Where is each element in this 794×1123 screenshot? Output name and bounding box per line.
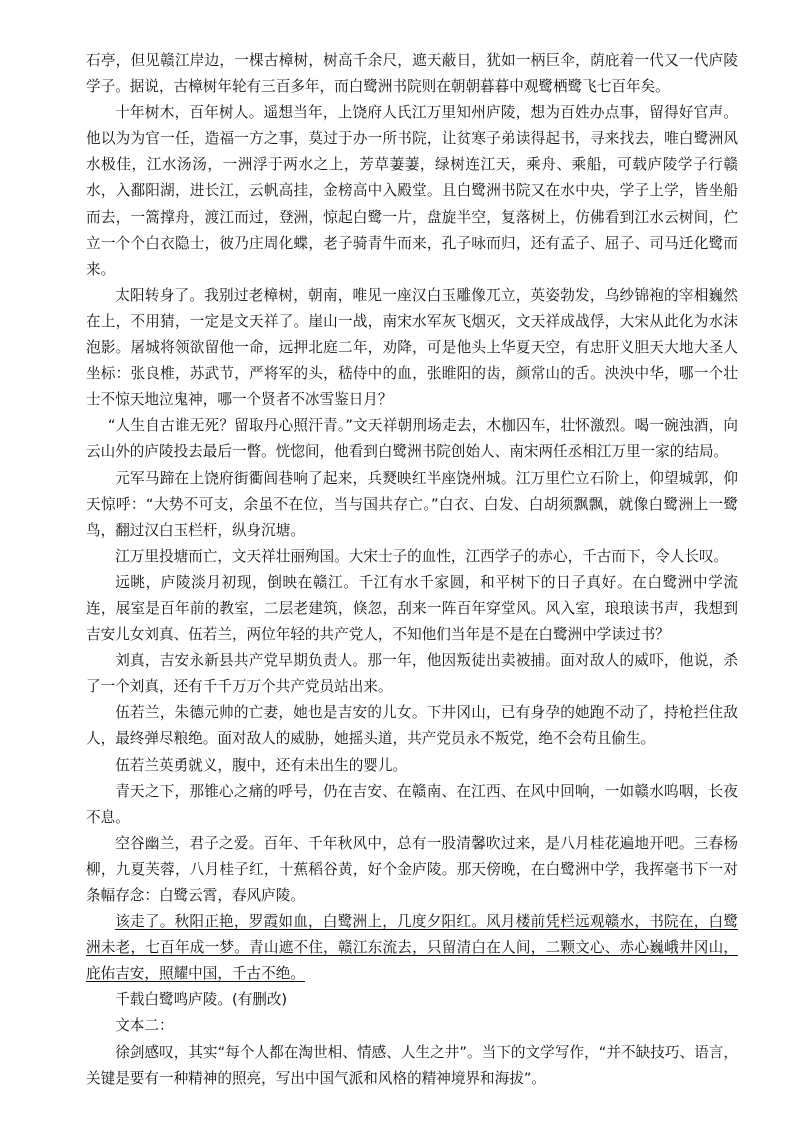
paragraph-3: 太阳转身了。我别过老樟树，朝南，唯见一座汉白玉雕像兀立，英姿勃发，乌纱锦袍的宰相巍然在上，不用猜，一定是文天祥了。崖山一战，南宋水军灰飞烟灭，文天祥成战俘，大宋从此化为水沫泡影。屠城将领欲留他一命，远押北庭二年，劝降，可是他头上华夏天空，有忠肝义胆天大地大圣人坐标：张良椎，苏武节，严将军的头，嵇侍中的血，张睢阳的齿，颜常山的舌。泱泱中华，哪一个壮士不惊天地泣鬼神，哪一个贤者不冰雪鉴日月？ — [86, 286, 738, 409]
paragraph-7: 远眺，庐陵淡月初现，倒映在赣江。千江有水千家圆，和平树下的日子真好。在白鹭洲中学流连，展室是百年前的教室，二层老建筑，倏忽，刮来一阵百年穿堂风。风入室，琅琅读书声，我想到吉安儿女刘真、伍若兰，两位年轻的共产党人，不知他们当年是不是在白鹭洲中学读过书？ — [86, 573, 738, 644]
paragraph-11: 青天之下，那锥心之痛的呼号，仍在吉安、在赣南、在江西、在风中回响，一如赣水呜咽，长夜不息。 — [86, 782, 738, 826]
paragraph-10: 伍若兰英勇就义，腹中，还有未出生的婴儿。 — [115, 756, 408, 774]
document-page — [86, 48, 738, 1092]
paragraph-8: 刘真，吉安永新县共产党早期负责人。那一年，他因叛徒出卖被捕。面对敌人的威吓，他说，杀了一个刘真，还有千千万万个共产党员站出来。 — [86, 652, 738, 696]
paragraph-9: 伍若兰，朱德元帅的亡妻，她也是吉安的儿女。下井冈山，已有身孕的她跑不动了，持枪拦住敌人，最终弹尽粮绝。面对敌人的威胁，她摇头道，共产党员永不叛党，绝不会苟且偷生。 — [86, 704, 738, 748]
paragraph-6: 江万里投塘而亡，文天祥壮丽殉国。大宋士子的血性，江西学子的赤心，千古而下，令人长叹。 — [115, 547, 729, 565]
underlined-passage: 该走了。秋阳正艳，罗霞如血，白鹭洲上，几度夕阳红。风月楼前凭栏远观赣水，书院在，白鹭洲未老，七百年成一梦。青山遮不住，赣江东流去，只留清白在人间，二颗文心、赤心巍峨井冈山，庇佑吉安，照耀中国，千古不绝。 — [86, 913, 738, 983]
text-two-heading: 文本二： — [115, 1017, 174, 1035]
paragraph-4-quote: “人生自古谁无死？留取丹心照汗青。”文天祥朝刑场走去，木枷囚车，壮怀激烈。喝一碗浊酒，向云山外的庐陵投去最后一瞥。恍惚间，他看到白鹭洲书院创始人、南宋两任丞相江万里一家的结局。 — [86, 417, 738, 461]
paragraph-12: 空谷幽兰，君子之爱。百年、千年秋风中，总有一股清馨吹过来，是八月桂花遍地开吧。三春杨柳，九夏芙蓉，八月桂子红，十蕉稻谷黄，好个金庐陵。那天傍晚，在白鹭洲中学，我挥毫书下一对条幅存念：白鹭云霄，春风庐陵。 — [86, 834, 738, 904]
paragraph-5: 元军马蹄在上饶府街衢闾巷响了起来，兵燹映红半座饶州城。江万里伫立石阶上，仰望城郭，仰天惊呼：“大势不可支，余虽不在位，当与国共存亡。”白衣、白发、白胡须飘飘，就像白鹭洲上一鹭鸟，翻过汉白玉栏杆，纵身沉塘。 — [86, 469, 738, 539]
paragraph-13-underlined — [86, 909, 738, 987]
paragraph-14-source: 千载白鹭鸣庐陵。(有删改) — [115, 991, 288, 1009]
paragraph-16: 徐剑感叹，其实“每个人都在淘世相、情感、人生之井”。当下的文学写作，“并不缺技巧、语言，关键是要有一种精神的照亮，写出中国气派和风格的精神境界和海拔”。 — [86, 1043, 738, 1087]
paragraph-2: 十年树木，百年树人。遥想当年，上饶府人氏江万里知州庐陵，想为百姓办点事，留得好官声。他以为为官一任，造福一方之事，莫过于办一所书院，让贫寒子弟读得起书，寻来找去，唯白鹭洲风水极佳，江水汤汤，一洲浮于两水之上，芳草萋萋，绿树连江天，乘舟、乘船，可载庐陵学子行赣水，入鄱阳湖，进长江，云帆高挂，金榜高中入殿堂。且白鹭洲书院又在水中央，学子上学，皆坐船而去，一篙撑舟，渡江而过，登洲，惊起白鹭一片，盘旋半空，复落树上，仿佛看到江水云树间，伫立一个个白衣隐士，彼乃庄周化蝶，老子骑青牛而来，孔子咏而归，还有孟子、屈子、司马迁化鹭而来。 — [86, 104, 738, 278]
paragraph-1: 石亭，但见赣江岸边，一棵古樟树，树高千余尺，遮天蔽日，犹如一柄巨伞，荫庇着一代又一代庐陵学子。据说，古樟树年轮有三百多年，而白鹭洲书院则在朝朝暮暮中观鹭栖鹭飞七百年矣。 — [86, 52, 738, 96]
